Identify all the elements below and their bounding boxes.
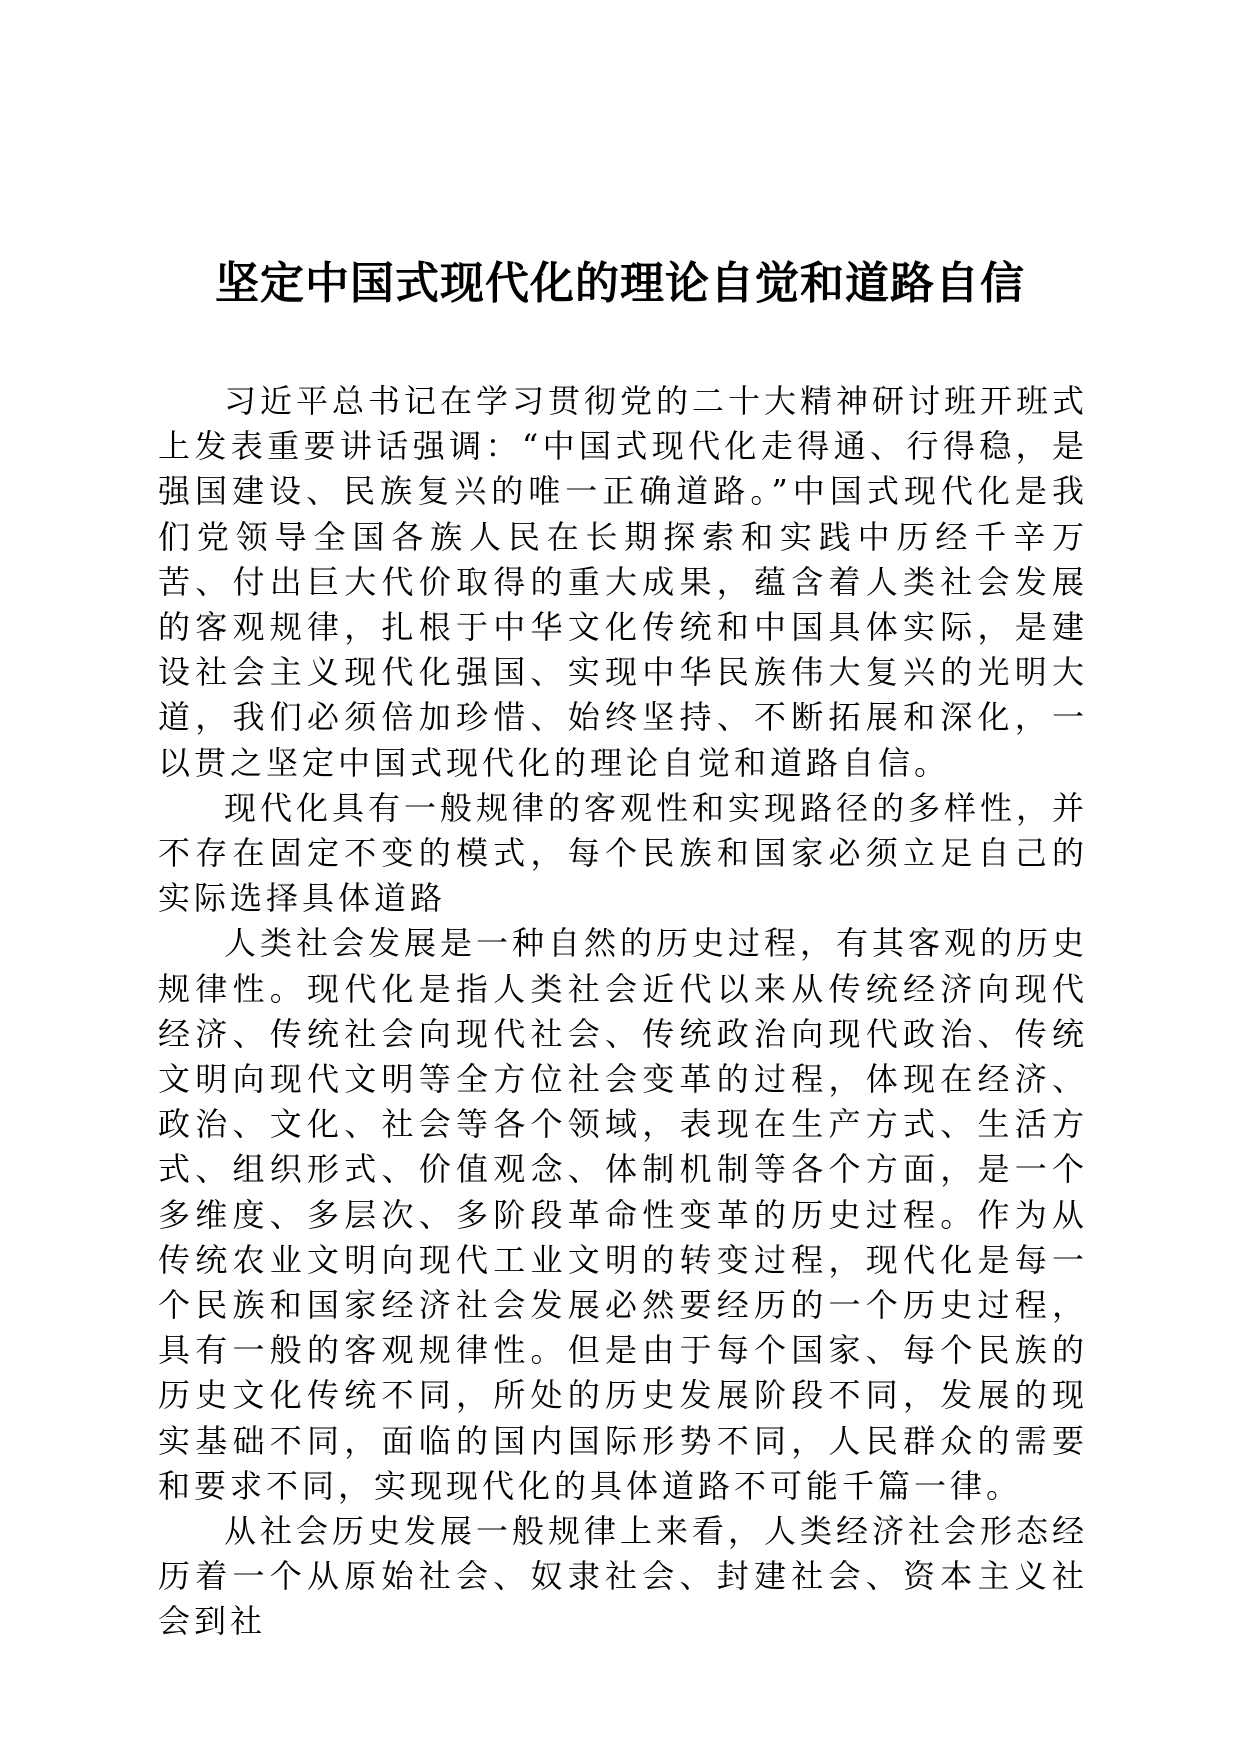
paragraph-modernization-definition: 人类社会发展是一种自然的历史过程，有其客观的历史规律性。现代化是指人类社会近代以来从传统经济向现代经济、传统社会向现代社会、传统政治向现代政治、传统文明向现代文明等全方位社会变革的过程，体现在经济、政治、文化、社会等各个领域，表现在生产方式、生活方式、组织形式、价值观念、体制机制等各个方面，是一个多维度、多层次、多阶段革命性变革的历史过程。作为从传统农业文明向现代工业文明的转变过程，现代化是每一个民族和国家经济社会发展必然要经历的一个历史过程，具有一般的客观规律性。但是由于每个国家、每个民族的历史文化传统不同，所处的历史发展阶段不同，发展的现实基础不同，面临的国内国际形势不同，人民群众的需要和要求不同，实现现代化的具体道路不可能千篇一律。 xyxy=(158,924,1089,1505)
paragraph-intro: 习近平总书记在学习贯彻党的二十大精神研讨班开班式上发表重要讲话强调：“中国式现代化走得通、行得稳，是强国建设、民族复兴的唯一正确道路。”中国式现代化是我们党领导全国各族人民在长期探索和实践中历经千辛万苦、付出巨大代价取得的重大成果，蕴含着人类社会发展的客观规律，扎根于中华文化传统和中国具体实际，是建设社会主义现代化强国、实现中华民族伟大复兴的光明大道，我们必须倍加珍惜、始终坚持、不断拓展和深化，一以贯之坚定中国式现代化的理论自觉和道路自信。 xyxy=(158,382,1089,782)
document-title: 坚定中国式现代化的理论自觉和道路自信 xyxy=(215,258,1025,309)
document-body xyxy=(158,379,1088,1645)
paragraph-section-heading: 现代化具有一般规律的客观性和实现路径的多样性，并不存在固定不变的模式，每个民族和国家必须立足自己的实际选择具体道路 xyxy=(158,788,1089,918)
paragraph-social-history: 从社会历史发展一般规律上来看，人类经济社会形态经历着一个从原始社会、奴隶社会、封建社会、资本主义社会到社 xyxy=(158,1512,1089,1641)
